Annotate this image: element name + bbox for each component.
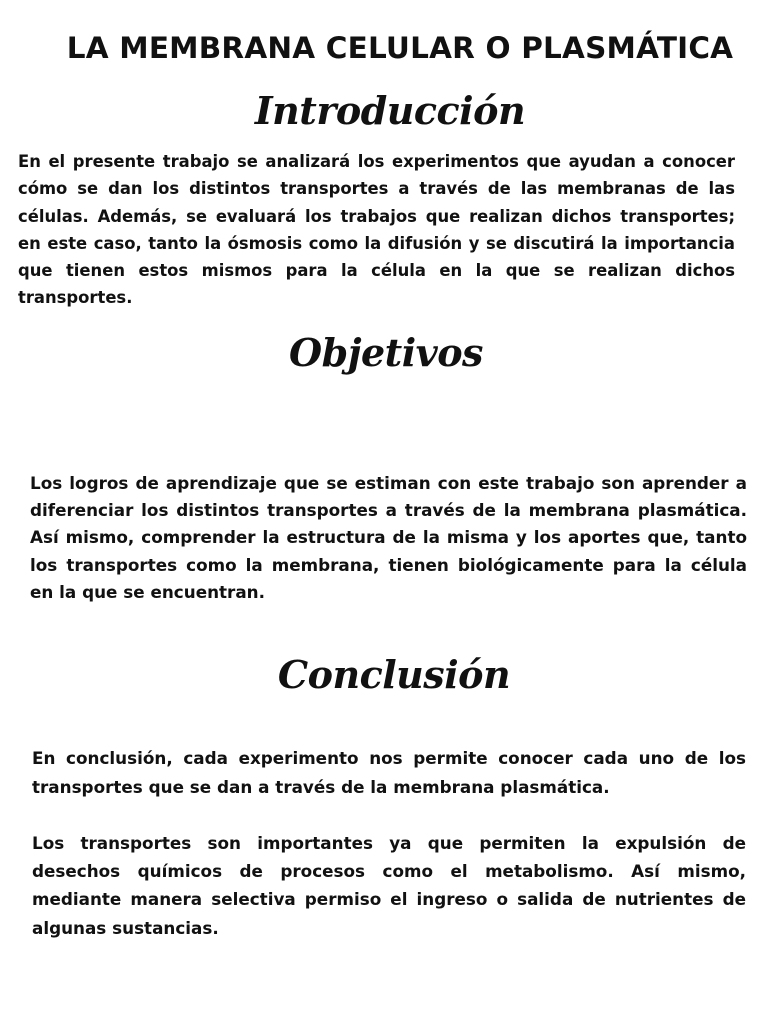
- conclusion-heading: Conclusión: [277, 652, 511, 697]
- objectives-heading: Objetivos: [289, 330, 483, 375]
- introduction-heading: Introducción: [254, 88, 526, 133]
- conclusion-paragraph-2: Los transportes son importantes ya que permiten la expulsión de desechos químicos de procesos como el metabolismo. Así mismo, mediante manera selectiva permiso el ingreso o salida de nutrientes de algunas sustancias.: [32, 833, 746, 938]
- conclusion-paragraph-1: En conclusión, cada experimento nos permite conocer cada uno de los transportes que se dan a través de la membrana plasmática.: [32, 748, 746, 797]
- objectives-paragraph: Los logros de aprendizaje que se estiman con este trabajo son aprender a diferenciar los distintos transportes a través de la membrana plasmática. Así mismo, comprender la estructura de la misma y los aportes que, tanto los transportes como la membrana, tienen biológicamente para la célula en la que se encuentran.: [30, 473, 747, 602]
- introduction-paragraph: En el presente trabajo se analizará los experimentos que ayudan a conocer cómo se dan los distintos transportes a través de las membranas de las células. Además, se evaluará los trabajos que realizan dichos transportes; en este caso, tanto la ósmosis como la difusión y se discutirá la importancia que tienen estos mismos para la célula en la que se realizan dichos transportes.: [18, 152, 735, 308]
- document-title: LA MEMBRANA CELULAR O PLASMÁTICA: [66, 31, 734, 65]
